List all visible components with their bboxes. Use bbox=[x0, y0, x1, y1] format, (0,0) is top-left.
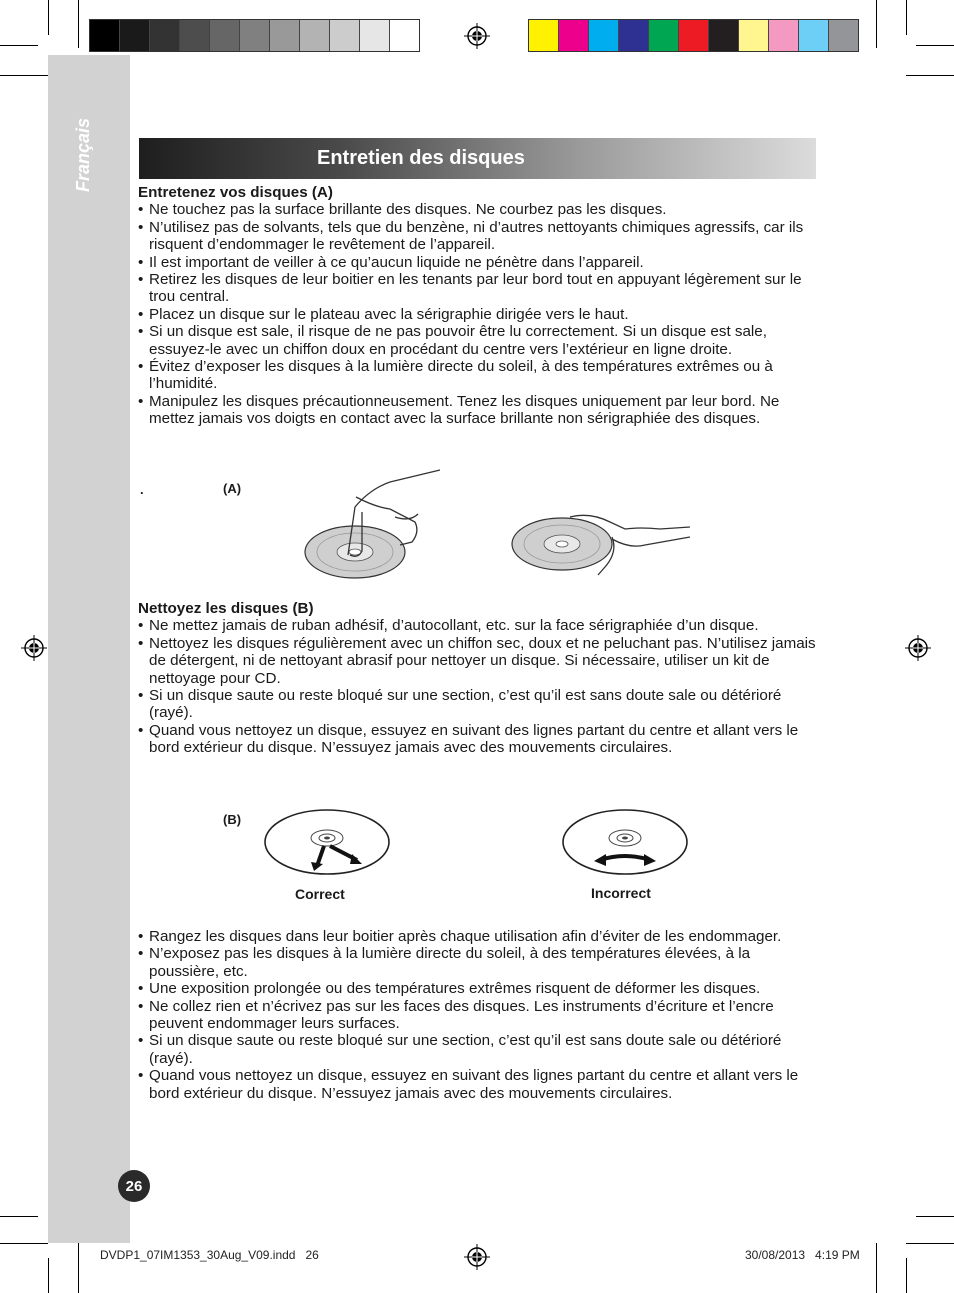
section-a bbox=[138, 184, 816, 428]
correct-cleaning-illustration bbox=[262, 804, 392, 876]
color-swatch bbox=[679, 20, 709, 51]
color-swatch bbox=[120, 20, 150, 51]
list-item: • Ne collez rien et n’écrivez pas sur les faces des disques. Les instruments d’écriture et l’encre peuvent endommager leurs surfaces. bbox=[138, 998, 816, 1033]
list-item: • Si un disque est sale, il risque de ne pas pouvoir être lu correctement. Si un disque est sale, essuyez-le avec un chiffon doux en procédant du centre vers l’extérieur en ligne droite. bbox=[138, 323, 816, 358]
color-swatch bbox=[300, 20, 330, 51]
color-swatch bbox=[270, 20, 300, 51]
color-swatch bbox=[829, 20, 858, 51]
color-swatch bbox=[210, 20, 240, 51]
list-item: • N’exposez pas les disques à la lumière directe du soleil, à des températures élevées, à la poussière, etc. bbox=[138, 945, 816, 980]
section-a-heading: Entretenez vos disques (A) bbox=[138, 184, 333, 201]
list-item: • Une exposition prolongée ou des températures extrêmes risquent de déformer les disques. bbox=[138, 980, 816, 997]
list-item: • Rangez les disques dans leur boitier après chaque utilisation afin d’éviter de les endommager. bbox=[138, 928, 816, 945]
disc-handling-illustration bbox=[300, 467, 700, 582]
color-swatch bbox=[799, 20, 829, 51]
page-number: 26 bbox=[118, 1170, 150, 1202]
list-item: • Nettoyez les disques régulièrement avec un chiffon sec, doux et ne peluchant pas. N’utilisez jamais de détergent, ni de nettoyant abrasif pour nettoyer un disque. Si nécessaire, utiliser un kit de nettoyage pour CD. bbox=[138, 635, 816, 687]
list-item: • Quand vous nettoyez un disque, essuyez en suivant des lignes partant du centre et allant vers le bord extérieur du disque. N’essuyez jamais avec des mouvements circulaires. bbox=[138, 1067, 816, 1102]
color-swatch bbox=[619, 20, 649, 51]
section-c bbox=[138, 928, 816, 1102]
list-item: • Manipulez les disques précautionneusement. Tenez les disques uniquement par leur bord. Ne mettez jamais vos doigts en contact avec la surface brillante non sérigraphiée des disques. bbox=[138, 393, 816, 428]
list-item: • Quand vous nettoyez un disque, essuyez en suivant des lignes partant du centre et allant vers le bord extérieur du disque. N’essuyez jamais avec des mouvements circulaires. bbox=[138, 722, 816, 757]
disc-held-by-center-icon bbox=[305, 470, 440, 578]
section-b bbox=[138, 600, 816, 757]
language-sidebar bbox=[48, 55, 130, 1243]
list-item: • Il est important de veiller à ce qu’aucun liquide ne pénètre dans l’appareil. bbox=[138, 254, 816, 271]
list-item: • N’utilisez pas de solvants, tels que du benzène, ni d’autres nettoyants chimiques agressifs, car ils risquent d’endommager le revêtement de l’appareil. bbox=[138, 219, 816, 254]
color-swatch bbox=[589, 20, 619, 51]
figure-b-label: (B) bbox=[223, 812, 242, 827]
footer-file-name: DVDP1_07IM1353_30Aug_V09.indd 26 bbox=[100, 1248, 319, 1262]
registration-mark-icon bbox=[464, 23, 490, 49]
figure-a-label: (A) bbox=[223, 481, 242, 496]
color-swatch bbox=[649, 20, 679, 51]
list-item: • Ne mettez jamais de ruban adhésif, d’autocollant, etc. sur la face sérigraphiée d’un disque. bbox=[138, 617, 816, 634]
color-swatch bbox=[360, 20, 390, 51]
color-swatch bbox=[709, 20, 739, 51]
correct-label: Correct bbox=[295, 886, 345, 902]
list-item: • Si un disque saute ou reste bloqué sur une section, c’est qu’il est sans doute sale ou détérioré (rayé). bbox=[138, 687, 816, 722]
section-b-heading: Nettoyez les disques (B) bbox=[138, 600, 314, 617]
list-item: • Évitez d’exposer les disques à la lumière directe du soleil, à des températures extrêmes ou à l’humidité. bbox=[138, 358, 816, 393]
grey-color-bar bbox=[89, 19, 420, 52]
registration-mark-icon bbox=[464, 1244, 490, 1270]
section-banner bbox=[139, 138, 816, 179]
color-swatch bbox=[330, 20, 360, 51]
color-swatch bbox=[180, 20, 210, 51]
footer-timestamp: 30/08/2013 4:19 PM bbox=[745, 1248, 860, 1262]
incorrect-label: Incorrect bbox=[591, 885, 651, 901]
color-swatch bbox=[529, 20, 559, 51]
color-swatch bbox=[240, 20, 270, 51]
color-swatch bbox=[769, 20, 799, 51]
list-item: • Placez un disque sur le plateau avec la sérigraphie dirigée vers le haut. bbox=[138, 306, 816, 323]
list-item: • Si un disque saute ou reste bloqué sur une section, c’est qu’il est sans doute sale ou détérioré (rayé). bbox=[138, 1032, 816, 1067]
color-swatch bbox=[150, 20, 180, 51]
color-swatch bbox=[559, 20, 589, 51]
color-swatch bbox=[739, 20, 769, 51]
registration-mark-icon bbox=[21, 635, 47, 661]
figure-a-dot: . bbox=[140, 482, 144, 497]
section-c-list bbox=[138, 928, 816, 1102]
color-swatch bbox=[90, 20, 120, 51]
language-tab-label: Français bbox=[73, 117, 93, 193]
section-b-list bbox=[138, 617, 816, 756]
color-swatch bbox=[390, 20, 419, 51]
process-color-bar bbox=[528, 19, 859, 52]
incorrect-cleaning-illustration bbox=[560, 804, 690, 876]
list-item: • Ne touchez pas la surface brillante des disques. Ne courbez pas les disques. bbox=[138, 201, 816, 218]
section-title: Entretien des disques bbox=[317, 147, 525, 169]
list-item: • Retirez les disques de leur boitier en les tenants par leur bord tout en appuyant légèrement sur le trou central. bbox=[138, 271, 816, 306]
section-a-list bbox=[138, 201, 816, 427]
registration-mark-icon bbox=[905, 635, 931, 661]
disc-held-by-edge-icon bbox=[512, 515, 690, 575]
